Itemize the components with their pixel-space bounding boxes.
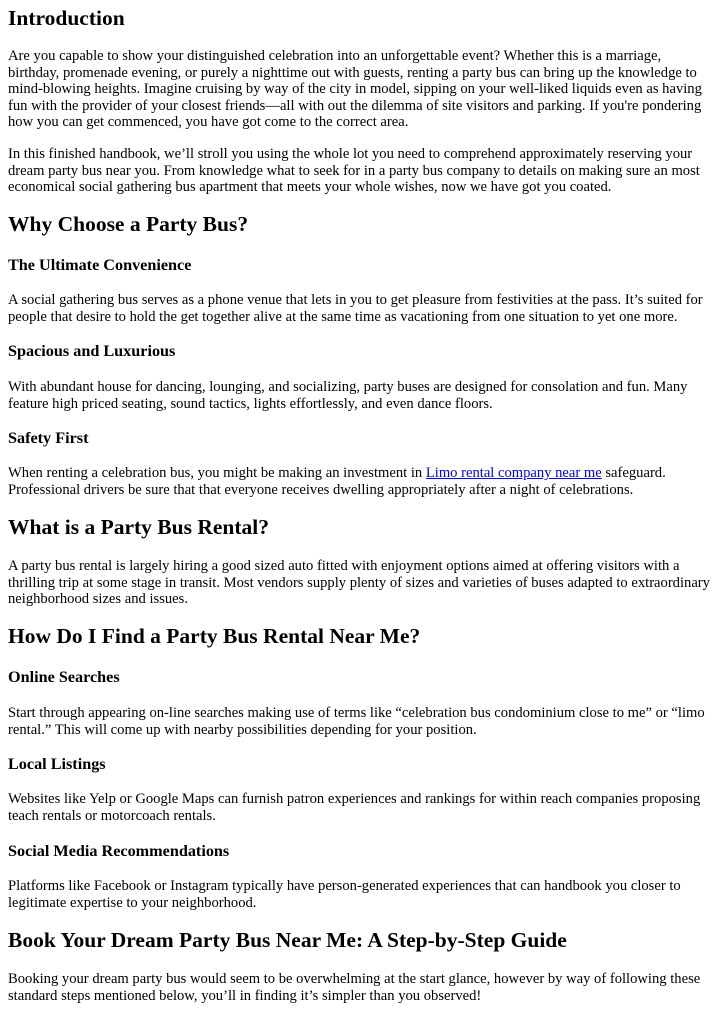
subheading-safety: Safety First	[8, 429, 89, 447]
heading-how-find: How Do I Find a Party Bus Rental Near Me?	[8, 624, 421, 648]
book-paragraph: Booking your dream party bus would seem to be overwhelming at the start glance, however by way of following these standard steps mentioned below, you’ll in finding it’s simpler than you observed!	[8, 971, 701, 1004]
spacious-paragraph: With abundant house for dancing, lounging, and socializing, party buses are designed for consolation and fun. Many feature high priced seating, sound tactics, lights effortlessly, and even dance floors.	[8, 379, 688, 412]
subheading-online-searches: Online Searches	[8, 668, 120, 686]
heading-introduction: Introduction	[8, 6, 125, 30]
subheading-convenience: The Ultimate Convenience	[8, 256, 192, 274]
what-paragraph: A party bus rental is largely hiring a good sized auto fitted with enjoyment options aimed at offering visitors with a thrilling trip at some stage in transit. Most vendors supply plenty of sizes and varieties of buses adapted to extraordinary neighborhood sizes and issues.	[8, 558, 710, 608]
heading-what-is: What is a Party Bus Rental?	[8, 515, 269, 539]
local-paragraph: Websites like Yelp or Google Maps can furnish patron experiences and rankings for within reach companies proposing teach rentals or motorcoach rentals.	[8, 791, 701, 824]
safety-text-before: When renting a celebration bus, you might be making an investment in	[8, 465, 426, 481]
online-paragraph: Start through appearing on-line searches making use of terms like “celebration bus condominium close to me” or “limo rental.” This will come up with nearby possibilities depending for your position.	[8, 705, 705, 738]
intro-paragraph-1: Are you capable to show your distinguished celebration into an unforgettable event? Whether this is a marriage, birthday, promenade evening, or purely a nighttime out with guests, renting a party bus can bring up the knowledge to mind-blowing heights. Imagine cruising by way of the city in model, sipping on your well-liked liquids even as having fun with the provider of your closest friends—all with out the dilemma of site visitors and parking. If you're pondering how you can get commenced, you have got come to the correct area.	[8, 48, 702, 131]
heading-book-guide: Book Your Dream Party Bus Near Me: A Step-by-Step Guide	[8, 928, 567, 952]
social-paragraph: Platforms like Facebook or Instagram typically have person-generated experiences that can handbook you closer to legitimate expertise to your neighborhood.	[8, 878, 681, 911]
convenience-paragraph: A social gathering bus serves as a phone venue that lets in you to get pleasure from festivities at the pass. It’s suited for people that desire to hold the get together alive at the same time as vacationing from one situation to yet one more.	[8, 292, 703, 325]
subheading-social-media: Social Media Recommendations	[8, 842, 230, 860]
safety-text-after: safeguard. Professional drivers be sure that that everyone receives dwelling appropriately after a night of celebrations.	[8, 465, 666, 498]
subheading-local-listings: Local Listings	[8, 755, 106, 773]
safety-paragraph	[8, 465, 716, 498]
limo-rental-link[interactable]: Limo rental company near me	[425, 465, 602, 481]
subheading-spacious: Spacious and Luxurious	[8, 342, 176, 360]
intro-paragraph-2: In this finished handbook, we’ll stroll you using the whole lot you need to comprehend approximately reserving your dream party bus near you. From knowledge what to seek for in a party bus company to details on making sure an most economical social gathering bus apartment that meets your whole wishes, now we have got you coated.	[8, 146, 700, 196]
heading-why-choose: Why Choose a Party Bus?	[8, 212, 249, 236]
